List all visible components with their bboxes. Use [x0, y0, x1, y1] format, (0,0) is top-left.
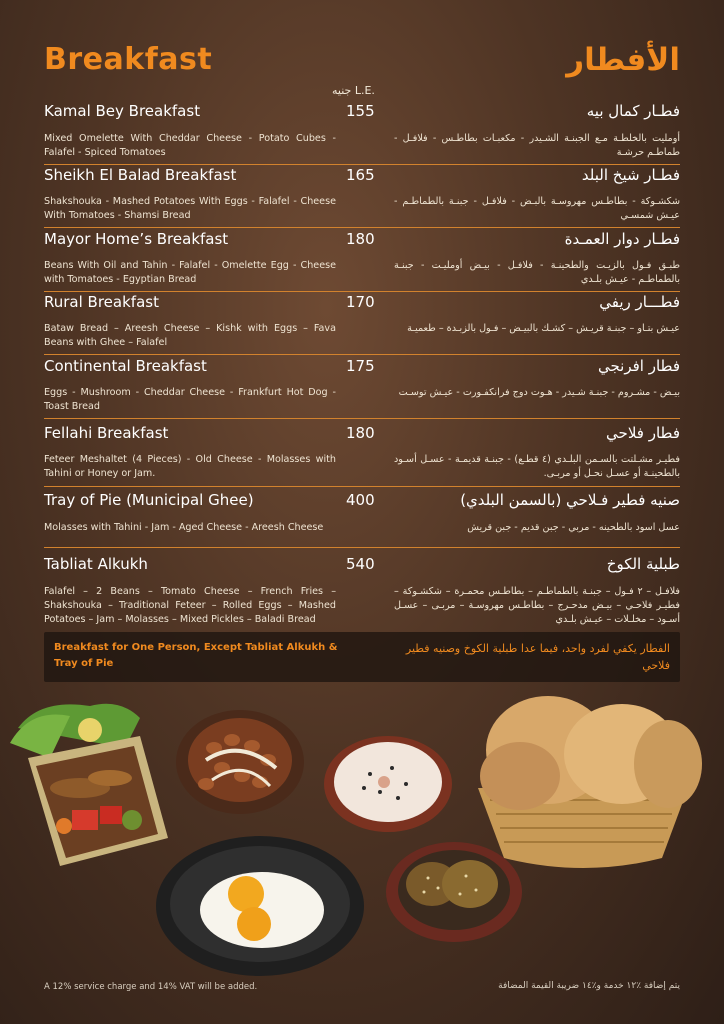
item-price: 400 [346, 491, 375, 509]
serving-note-ar: الفطار يكفي لفرد واحد، فيما عدا طبلية الكوخ وصنيه فطير فلاحي [405, 642, 670, 672]
item-name-ar: فطار افرنجي [597, 357, 680, 375]
item-name-ar: طبلية الكوخ [606, 555, 680, 573]
fried-eggs-plate-image [156, 836, 364, 976]
item-desc-en: Falafel – 2 Beans – Tomato Cheese – French Fries – Shakshouka – Traditional Feteer – Rolled Eggs – Mashed Potatoes – Jam – Molasses – Mixed Pickles – Baladi Bread [44, 586, 336, 625]
item-price: 165 [346, 166, 375, 184]
divider [44, 547, 680, 548]
item-desc-en: Mixed Omelette With Cheddar Cheese - Potato Cubes - Falafel - Spiced Tomatoes [44, 133, 336, 158]
item-name-en: Sheikh El Balad Breakfast [44, 166, 237, 184]
page-title-ar: الأفطار [566, 42, 680, 78]
item-name-ar: فطـار دوار العمـدة [564, 230, 680, 248]
item-desc-en: Molasses with Tahini - Jam - Aged Cheese - Areesh Cheese [44, 522, 324, 533]
item-name-en: Tray of Pie (Municipal Ghee) [44, 491, 254, 509]
item-price: 175 [346, 357, 375, 375]
divider [44, 354, 680, 355]
item-name-en: Tabliat Alkukh [44, 555, 148, 573]
divider [44, 164, 680, 165]
item-desc-ar: شكشـوكة - بطاطـس مهروسـة بالبـض - فلافـل - جبنـة بالطماطـم - عيـش شمسـي [394, 196, 680, 221]
item-price: 170 [346, 293, 375, 311]
item-name-ar: فطـار كمال بيه [586, 102, 680, 120]
item-desc-ar: عسل اسود بالطحينه - مربي - جبن قديم - جبن قريش [467, 522, 680, 533]
item-price: 180 [346, 424, 375, 442]
footer-note-en: A 12% service charge and 14% VAT will be added. [44, 982, 258, 992]
item-name-ar: صنيه فطير فـلاحي (بالسمن البلدي) [460, 491, 680, 509]
item-price: 155 [346, 102, 375, 120]
page-title-en: Breakfast [44, 42, 213, 77]
item-name-en: Continental Breakfast [44, 357, 207, 375]
item-price: 540 [346, 555, 375, 573]
baladi-bread-basket-image [478, 696, 702, 868]
item-desc-ar: عيـش بتـاو – جبنـة قريـش – كشـك بالبيـض – فـول بالزبـدة – طعميـة [407, 323, 680, 334]
serving-note-box [44, 632, 680, 682]
item-desc-en: Beans With Oil and Tahin - Falafel - Omelette Egg - Cheese with Tomatoes - Egyptian Bread [44, 260, 336, 285]
divider [44, 227, 680, 228]
currency-label: جنيه L.E. [332, 84, 375, 97]
item-name-ar: فطـــار ريفي [599, 293, 680, 311]
item-desc-ar: فلافـل – ٢ فـول – جبنـة بالطماطـم – بطاطـس محمـرة – شكشـوكة – فطيـر فلاحـي – بيـض مدحـرج – بطاطـس مهروسـة – مربـى – عسـل أسـود – مخلـلات – عيـش بلـدي [394, 586, 681, 625]
item-desc-ar: طبـق فـول بالزيـت والطحينـة - فلافـل - بيـض أومليـت - جبنـة بالطماطـم - عيـش بلـدي [394, 260, 680, 285]
item-desc-en: Feteer Meshaltet (4 Pieces) - Old Cheese - Molasses with Tahini or Honey or Jam. [44, 454, 336, 479]
item-desc-en: Bataw Bread – Areesh Cheese – Kishk with Eggs – Fava Beans with Ghee – Falafel [44, 323, 336, 348]
divider [44, 486, 680, 487]
item-name-en: Rural Breakfast [44, 293, 159, 311]
item-desc-en: Shakshouka - Mashed Potatoes With Eggs - Falafel - Cheese With Tomatoes - Shamsi Bread [44, 196, 336, 221]
item-name-en: Fellahi Breakfast [44, 424, 169, 442]
food-photos [0, 688, 724, 978]
cheese-dip-bowl-image [324, 736, 452, 832]
falafel-plate-image [386, 842, 522, 942]
item-name-en: Kamal Bey Breakfast [44, 102, 201, 120]
item-name-ar: فطـار شيخ البلد [581, 166, 680, 184]
item-desc-ar: فطيـر مشـلتت بالسـمن البلـدي (٤ قطـع) - جبنـة قديمـة - عسـل أسـود بالطحينـة أو عسـل نحـل أو مربـى. [394, 454, 680, 479]
footer-note-ar: يتم إضافة ٪١٢ خدمة و٪١٤ ضريبة القيمة المضافة [498, 981, 680, 991]
item-desc-en: Eggs - Mushroom - Cheddar Cheese - Frankfurt Hot Dog - Toast Bread [44, 387, 336, 412]
divider [44, 418, 680, 419]
grilled-vegetables-plate-image [10, 704, 168, 866]
divider [44, 291, 680, 292]
item-name-en: Mayor Home’s Breakfast [44, 230, 229, 248]
item-desc-ar: أومليت بالخلطـة مـع الجبنـة الشـيدر - مكعبـات بطاطـس - فلافـل - طماطـم حرشـة [394, 133, 680, 158]
fava-beans-tahini-bowl-image [176, 710, 304, 814]
serving-note-en: Breakfast for One Person, Except Tabliat Alkukh & Tray of Pie [54, 642, 338, 669]
item-price: 180 [346, 230, 375, 248]
item-name-ar: فطار فلاحي [606, 424, 680, 442]
item-desc-ar: بيـض - مشـروم - جبنـة شـيدر - هـوت دوج فرانكفـورت - عيـش توسـت [398, 387, 680, 398]
